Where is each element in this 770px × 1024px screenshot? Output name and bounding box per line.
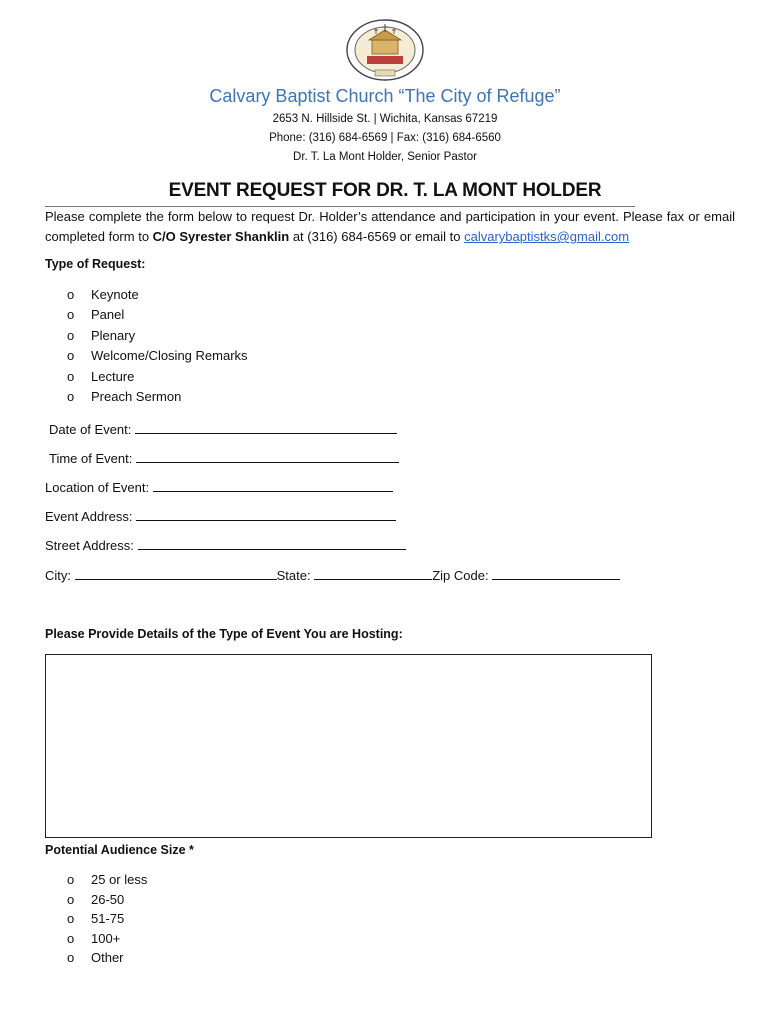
location-input-line[interactable] (153, 479, 393, 492)
option-label: Keynote (91, 286, 139, 302)
audience-option-51-75[interactable] (67, 909, 147, 929)
request-option-welcome-closing[interactable] (67, 346, 248, 367)
option-label: 25 or less (91, 872, 148, 888)
option-label: Panel (91, 307, 125, 323)
audience-option-other[interactable] (67, 948, 147, 968)
request-option-panel[interactable] (67, 305, 248, 326)
request-type-label: Type of Request: (45, 257, 146, 271)
state-label: State: (276, 568, 311, 583)
location-label: Location of Event: (45, 480, 150, 495)
option-label: Lecture (91, 368, 135, 384)
city-label: City: (45, 568, 71, 583)
radio-bullet-icon: o (67, 389, 75, 405)
intro-text: Please complete the form below to request Dr. Holder’s attendance and participation in your event. Please fax or email completed form to (45, 209, 735, 244)
radio-bullet-icon: o (67, 307, 75, 323)
audience-option-100-plus[interactable] (67, 929, 147, 949)
radio-bullet-icon: o (67, 950, 75, 966)
event-address-field (45, 508, 396, 524)
option-label: 26-50 (91, 891, 125, 907)
audience-size-options (67, 870, 147, 968)
radio-bullet-icon: o (67, 368, 75, 384)
city-state-zip-field (45, 567, 620, 583)
request-option-plenary[interactable] (67, 325, 248, 346)
time-field (49, 450, 399, 466)
radio-bullet-icon: o (67, 872, 75, 888)
option-label: Preach Sermon (91, 389, 182, 405)
request-option-lecture[interactable] (67, 366, 248, 387)
date-field (49, 421, 397, 437)
church-address: 2653 N. Hillside St. | Wichita, Kansas 67219 (272, 113, 498, 125)
radio-bullet-icon: o (67, 930, 75, 946)
church-name: Calvary Baptist Church “The City of Refuge” (209, 86, 561, 106)
zip-input-line[interactable] (492, 567, 620, 580)
church-seal-logo (345, 18, 425, 82)
radio-bullet-icon: o (67, 891, 75, 907)
option-label: Other (91, 950, 124, 966)
location-field (45, 479, 393, 495)
senior-pastor: Dr. T. La Mont Holder, Senior Pastor (293, 151, 477, 163)
option-label: Welcome/Closing Remarks (91, 348, 248, 364)
request-option-preach-sermon[interactable] (67, 387, 248, 408)
intro-text-2: at (316) 684-6569 or email to (289, 229, 465, 244)
city-input-line[interactable] (75, 567, 277, 580)
contact-name: C/O Syrester Shanklin (152, 229, 290, 244)
time-label: Time of Event: (49, 451, 133, 466)
option-label: 51-75 (91, 911, 125, 927)
church-phone-fax: Phone: (316) 684-6569 | Fax: (316) 684-6560 (269, 132, 501, 144)
event-address-input-line[interactable] (136, 508, 396, 521)
event-address-label: Event Address: (45, 509, 133, 524)
radio-bullet-icon: o (67, 286, 75, 302)
request-type-options (67, 284, 248, 407)
radio-bullet-icon: o (67, 911, 75, 927)
intro-paragraph (45, 207, 735, 247)
audience-option-26-50[interactable] (67, 890, 147, 910)
option-label: 100+ (91, 930, 121, 946)
street-address-field (45, 537, 406, 553)
date-input-line[interactable] (135, 421, 397, 434)
details-label: Please Provide Details of the Type of Event You are Hosting: (45, 627, 403, 641)
radio-bullet-icon: o (67, 348, 75, 364)
option-label: Plenary (91, 327, 136, 343)
audience-size-label: Potential Audience Size * (45, 843, 194, 857)
email-link[interactable]: calvarybaptistks@gmail.com (464, 229, 630, 244)
event-details-textbox[interactable] (45, 654, 652, 838)
zip-label: Zip Code: (432, 568, 489, 583)
radio-bullet-icon: o (67, 327, 75, 343)
audience-option-25-or-less[interactable] (67, 870, 147, 890)
state-input-line[interactable] (314, 567, 432, 580)
date-label: Date of Event: (49, 422, 132, 437)
street-address-label: Street Address: (45, 538, 134, 553)
form-title: EVENT REQUEST FOR DR. T. LA MONT HOLDER (168, 180, 602, 201)
street-address-input-line[interactable] (138, 537, 406, 550)
request-option-keynote[interactable] (67, 284, 248, 305)
time-input-line[interactable] (136, 450, 399, 463)
